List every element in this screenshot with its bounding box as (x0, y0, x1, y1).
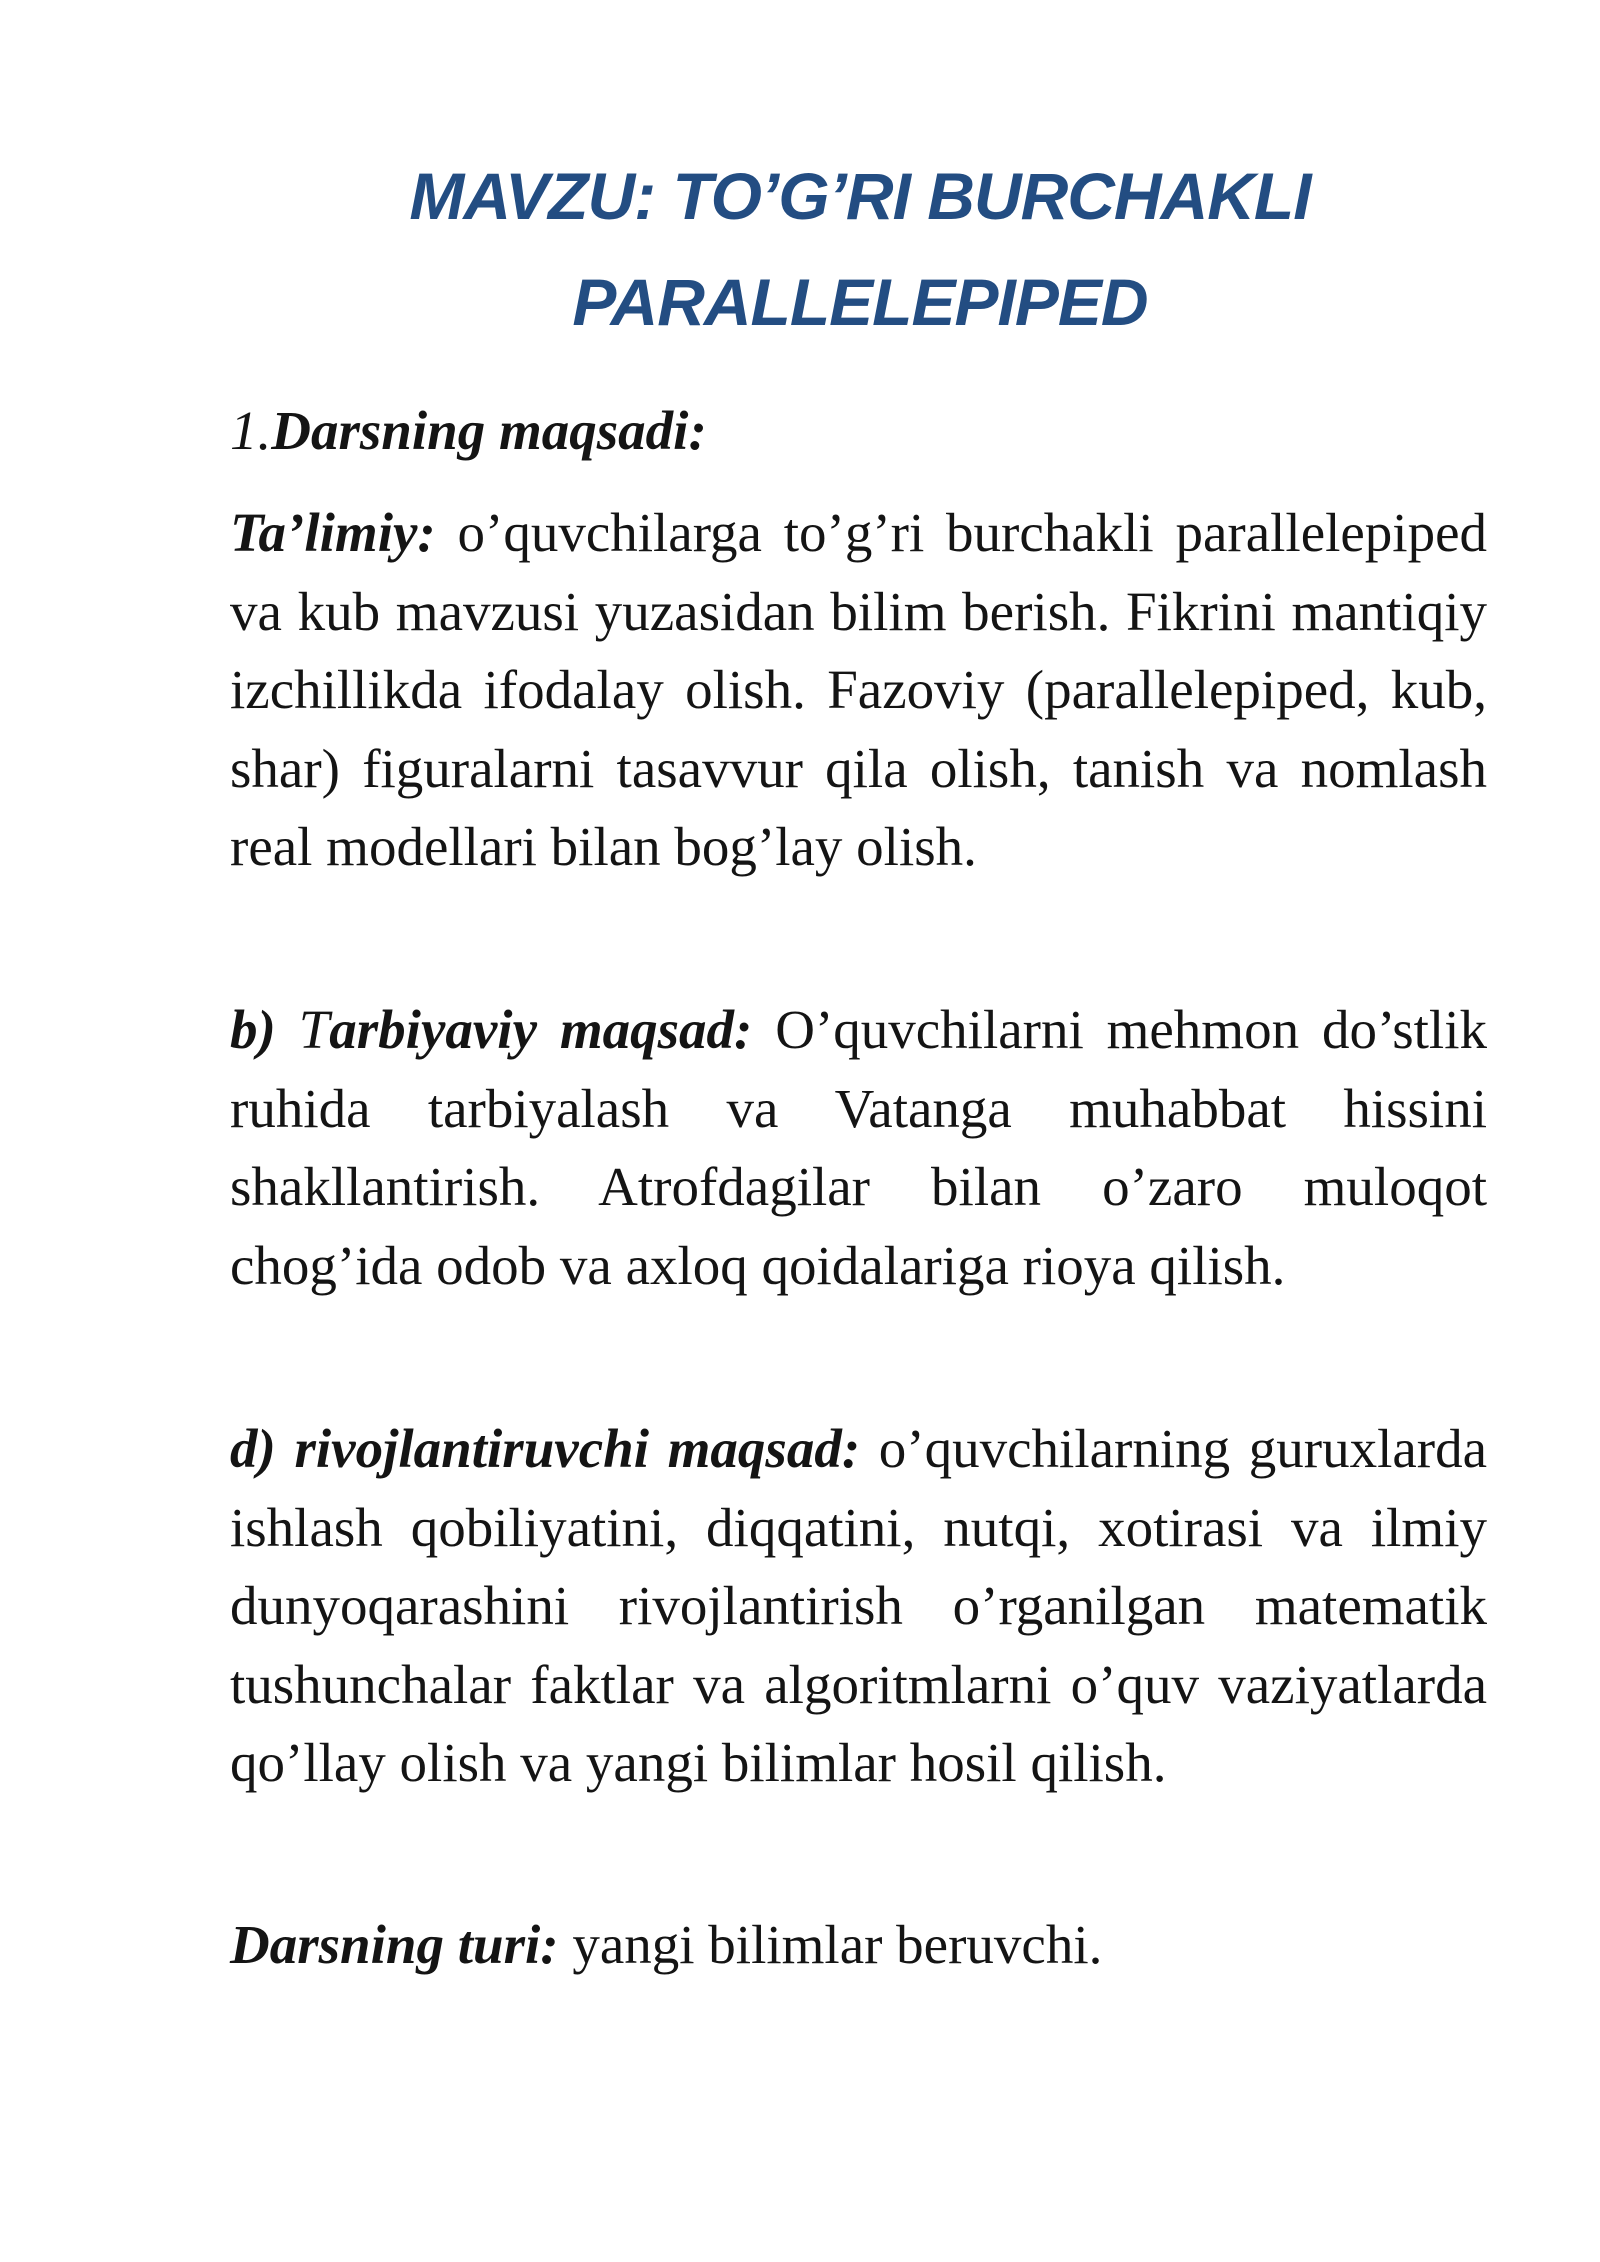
upbringing-aim-label-initial: T (298, 999, 330, 1060)
upbringing-aim-paragraph (230, 991, 1487, 1305)
developmental-aim-text: o’quvchilarning guruxlarda ishlash qobiliyatini, diqqatini, nutqi, xotirasi va ilmiy dunyoqarashini rivojlantirish o’rganilgan matematik tushunchalar faktlar va algoritmlarni o’quv vaziyatlarda qo’llay olish va yangi bilimlar hosil qilish. (230, 1418, 1487, 1793)
section-label: Darsning maqsadi: (271, 400, 707, 461)
educational-aim-text: o’quvchilarga to’g’ri burchakli parallelepiped va kub mavzusi yuzasidan bilim berish. Fikrini mantiqiy izchillikda ifodalay olish. Fazoviy (parallelepiped, kub, shar) figuralarni tasavvur qila olish, tanish va nomlash real modellari bilan bog’lay olish. (230, 502, 1487, 877)
page-title-line-2: PARALLELEPIPED (572, 265, 1148, 339)
upbringing-aim-label-prefix: b) (230, 999, 299, 1060)
upbringing-aim-text: O’quvchilarni mehmon do’stlik ruhida tarbiyalash va Vatanga muhabbat hissini shakllantirish. Atrofdagilar bilan o’zaro muloqot chog’ida odob va axloq qoidalariga rioya qilish. (230, 999, 1487, 1296)
section-number: 1. (230, 400, 272, 461)
educational-aim-paragraph (230, 494, 1487, 887)
upbringing-aim-label (230, 999, 752, 1060)
lesson-type-label: Darsning turi: (230, 1914, 559, 1975)
page-title-line-1: MAVZU: TO’G’RI BURCHAKLI (409, 159, 1311, 233)
lesson-type-text: yangi bilimlar beruvchi. (558, 1914, 1103, 1975)
educational-aim-label: Ta’limiy: (230, 502, 436, 563)
lesson-type-paragraph (230, 1906, 1487, 1985)
upbringing-aim-label-rest: arbiyaviy maqsad: (329, 999, 753, 1060)
lesson-aims-heading (230, 392, 707, 471)
developmental-aim-paragraph (230, 1410, 1487, 1803)
developmental-aim-label: d) rivojlantiruvchi maqsad: (230, 1418, 861, 1479)
